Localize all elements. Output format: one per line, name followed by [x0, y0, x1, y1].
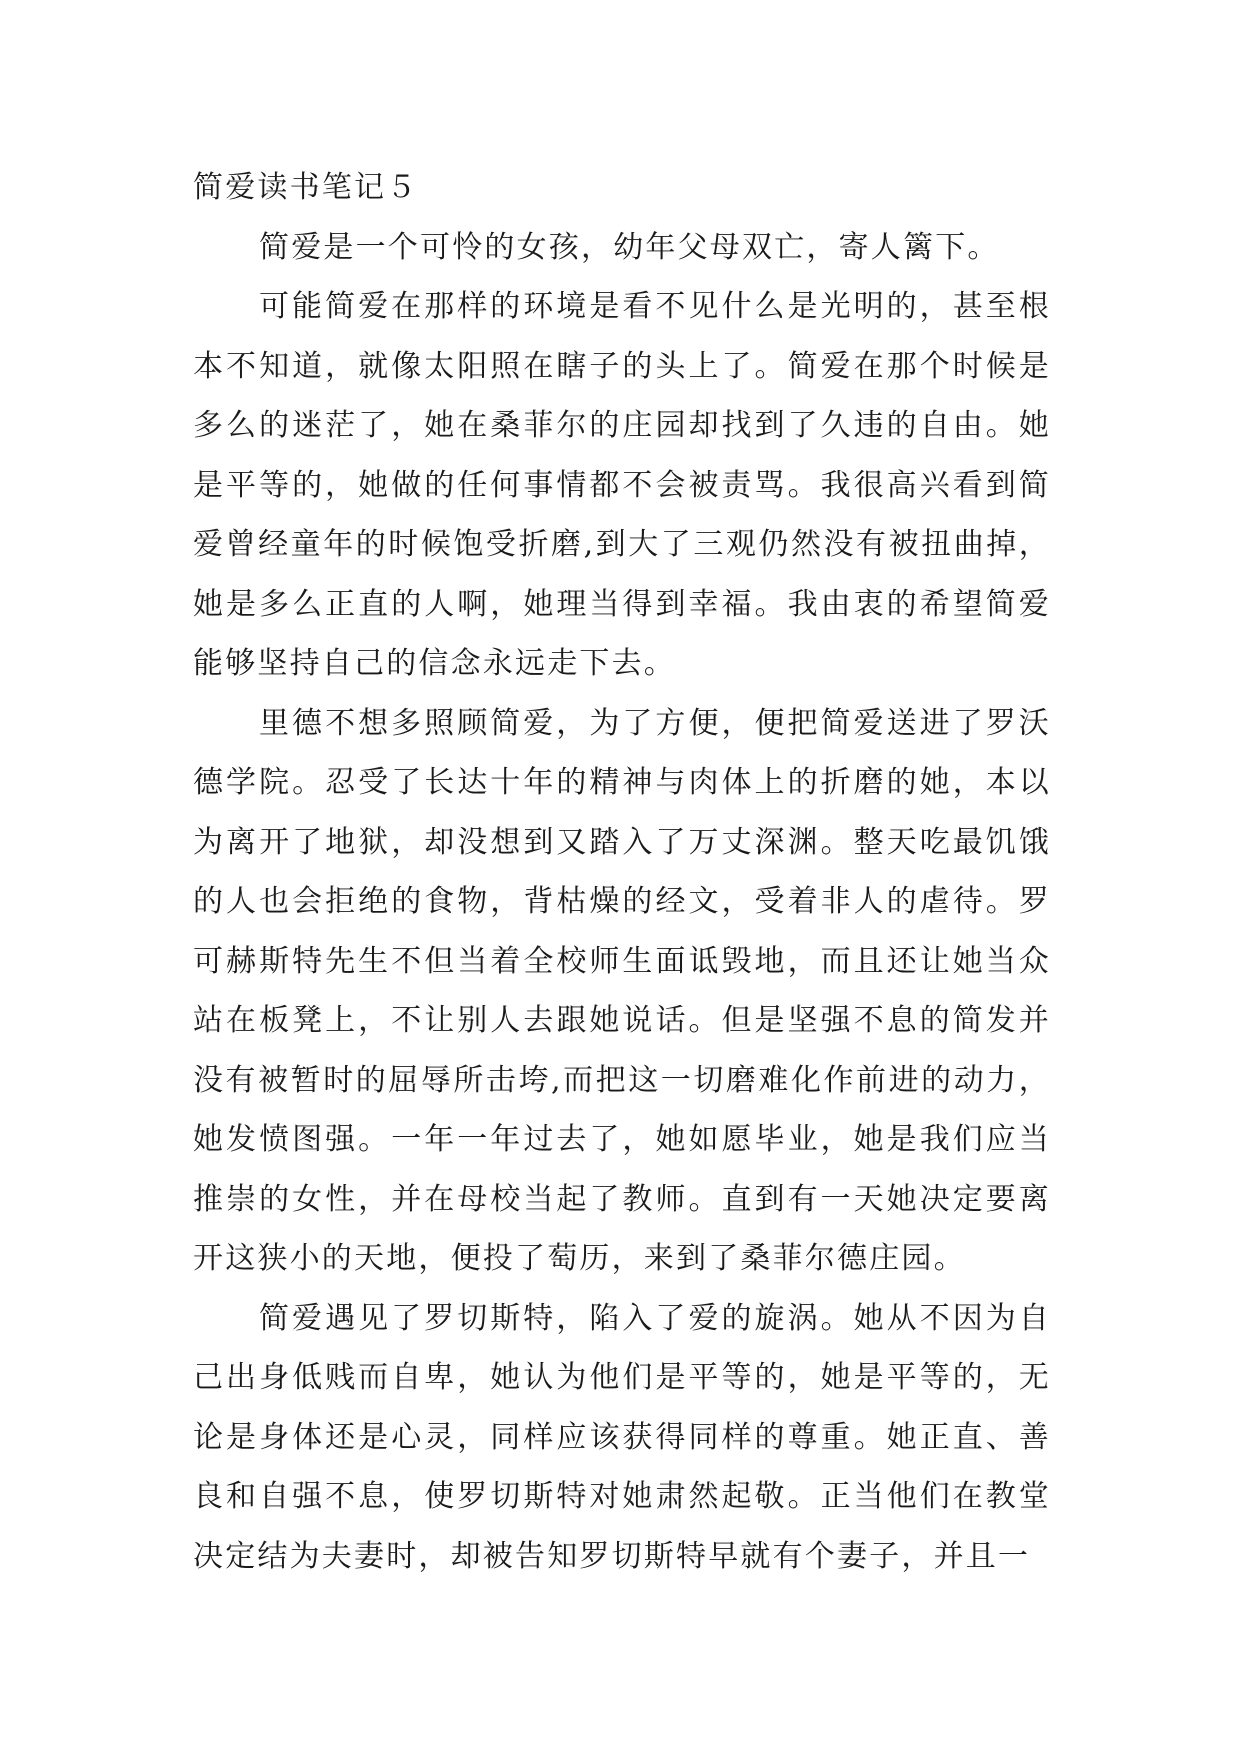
paragraph-3: 里德不想多照顾简爱，为了方便，便把简爱送进了罗沃德学院。忍受了长达十年的精神与肉体上的折磨的她，本以为离开了地狱，却没想到又踏入了万丈深渊。整天吃最饥饿的人也会拒绝的食物，背枯燥的经文，受着非人的虐待。罗可赫斯特先生不但当着全校师生面诋毁地，而且还让她当众站在板凳上，不让别人去跟她说话。但是坚强不息的简发并没有被暂时的屈辱所击垮,而把这一切磨难化作前进的动力，她发愤图强。一年一年过去了，她如愿毕业，她是我们应当推崇的女性，并在母校当起了教师。直到有一天她决定要离开这狭小的天地，便投了萄历，来到了桑菲尔德庄园。: [193, 705, 1051, 1276]
paragraph-1: 简爱是一个可怜的女孩，幼年父母双亡，寄人篱下。: [259, 229, 1000, 265]
document-body: [193, 158, 1051, 1586]
document-title: 简爱读书笔记５: [193, 170, 419, 205]
paragraph-2: 可能简爱在那样的环境是看不见什么是光明的，甚至根本不知道，就像太阳照在瞎子的头上了。简爱在那个时候是多么的迷茫了，她在桑菲尔的庄园却找到了久违的自由。她是平等的，她做的任何事情都不会被责骂。我很高兴看到简爱曾经童年的时候饱受折磨,到大了三观仍然没有被扭曲掉，她是多么正直的人啊，她理当得到幸福。我由衷的希望简爱能够坚持自己的信念永远走下去。: [193, 289, 1051, 681]
paragraph-4: 简爱遇见了罗切斯特，陷入了爱的旋涡。她从不因为自己出身低贱而自卑，她认为他们是平等的，她是平等的，无论是身体还是心灵，同样应该获得同样的尊重。她正直、善良和自强不息，使罗切斯特对她肃然起敬。正当他们在教堂决定结为夫妻时，却被告知罗切斯特早就有个妻子，并且一: [193, 1300, 1051, 1574]
